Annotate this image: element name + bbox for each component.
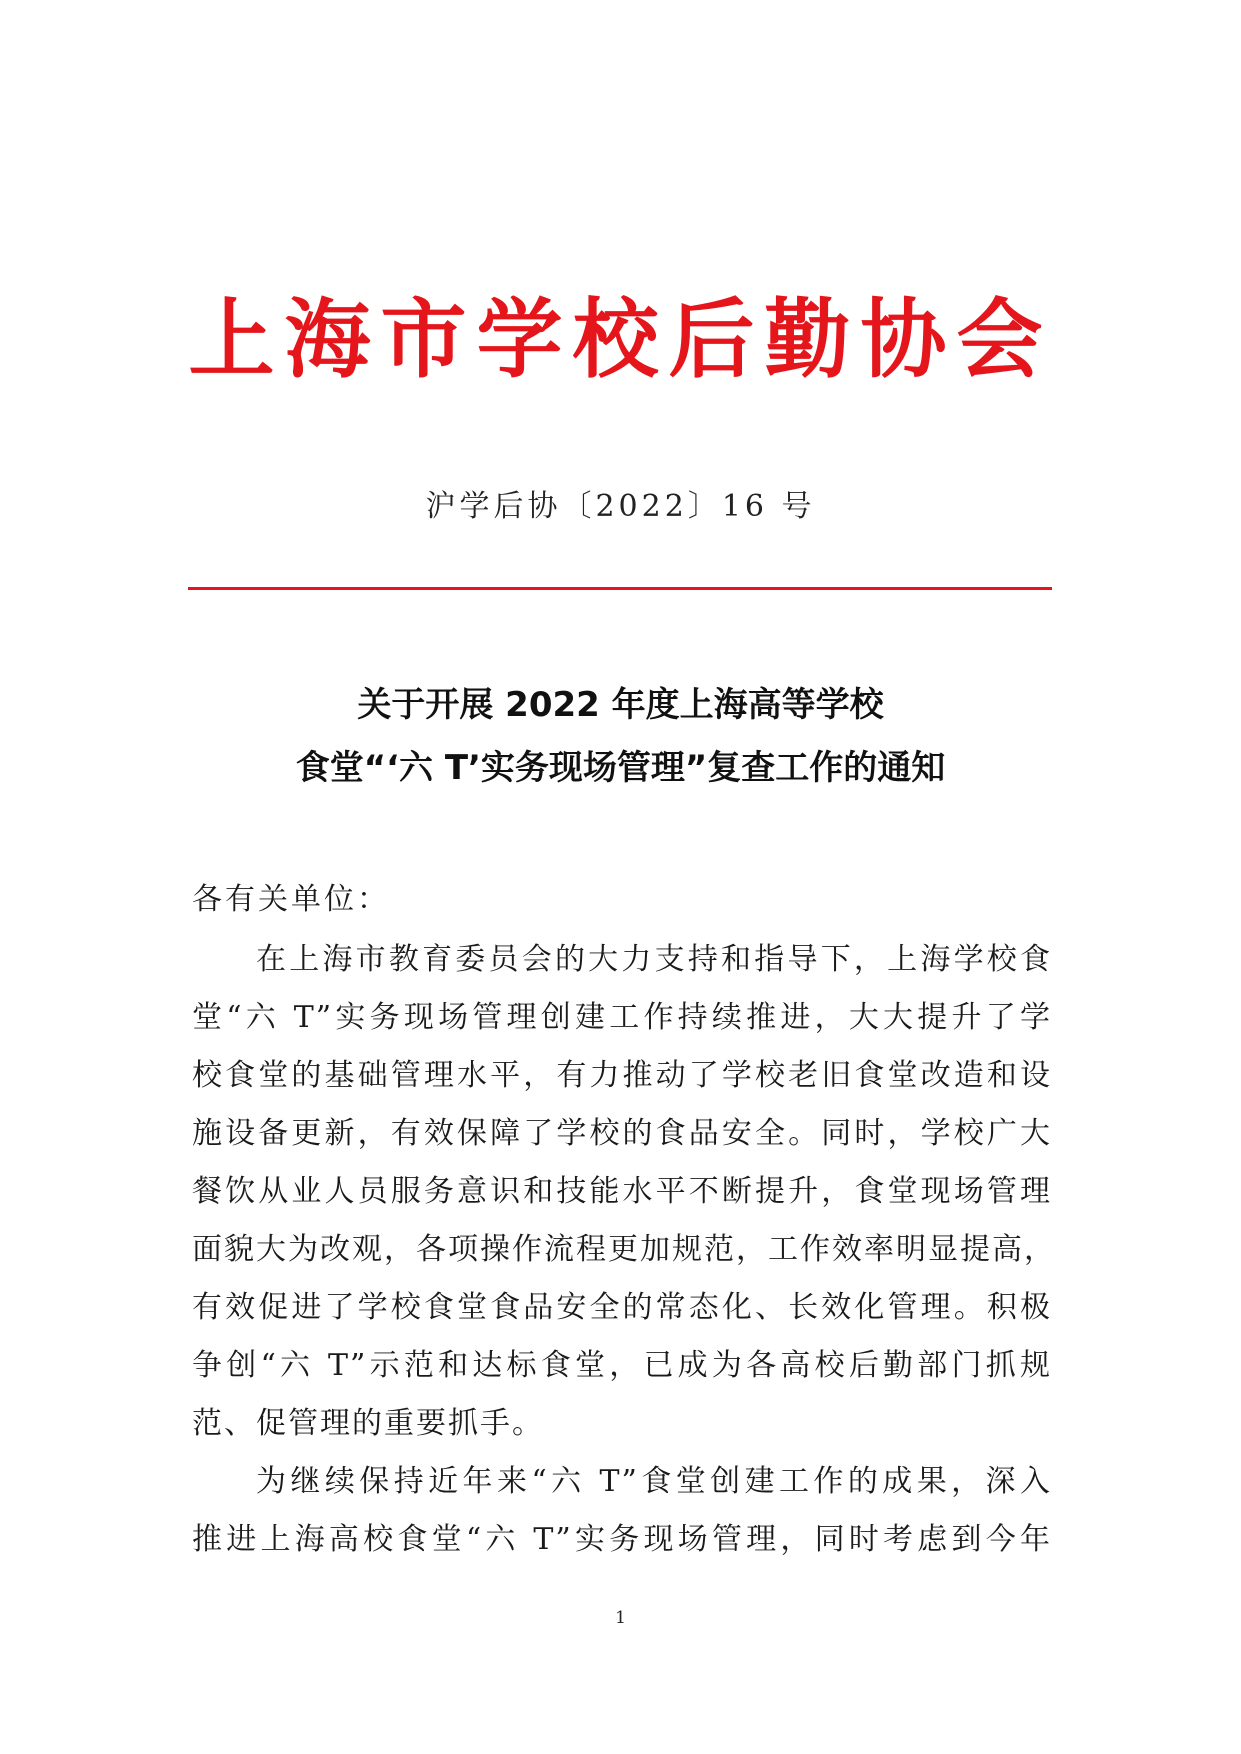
document-number: 沪学后协〔2022〕16 号 [425, 489, 816, 524]
body-line: 为继续保持近年来“六 T”食堂创建工作的成果，深入 [256, 1464, 1052, 1499]
page-number: 1 [615, 1608, 626, 1628]
body-line: 施设备更新，有效保障了学校的食品安全。同时，学校广大 [192, 1116, 1052, 1151]
body-line: 推进上海高校食堂“六 T”实务现场管理，同时考虑到今年 [192, 1522, 1052, 1557]
body-line: 面貌大为改观，各项操作流程更加规范，工作效率明显提高， [192, 1232, 1056, 1267]
notice-title-line-2: 食堂“‘六 T’实务现场管理”复查工作的通知 [295, 748, 946, 788]
body-line: 有效促进了学校食堂食品安全的常态化、长效化管理。积极 [192, 1290, 1052, 1325]
red-divider-line [188, 587, 1052, 590]
body-line: 餐饮从业人员服务意识和技能水平不断提升，食堂现场管理 [192, 1174, 1052, 1209]
body-line: 在上海市教育委员会的大力支持和指导下，上海学校食 [256, 942, 1052, 977]
notice-title-line-1: 关于开展 2022 年度上海高等学校 [357, 685, 884, 725]
body-line: 堂“六 T”实务现场管理创建工作持续推进，大大提升了学 [192, 1000, 1052, 1035]
salutation: 各有关单位： [192, 882, 390, 917]
organization-masthead: 上海市学校后勤协会 [188, 290, 1053, 390]
body-line: 争创“六 T”示范和达标食堂，已成为各高校后勤部门抓规 [192, 1348, 1052, 1383]
body-line: 范、促管理的重要抓手。 [192, 1406, 544, 1441]
body-line: 校食堂的基础管理水平，有力推动了学校老旧食堂改造和设 [192, 1058, 1052, 1093]
